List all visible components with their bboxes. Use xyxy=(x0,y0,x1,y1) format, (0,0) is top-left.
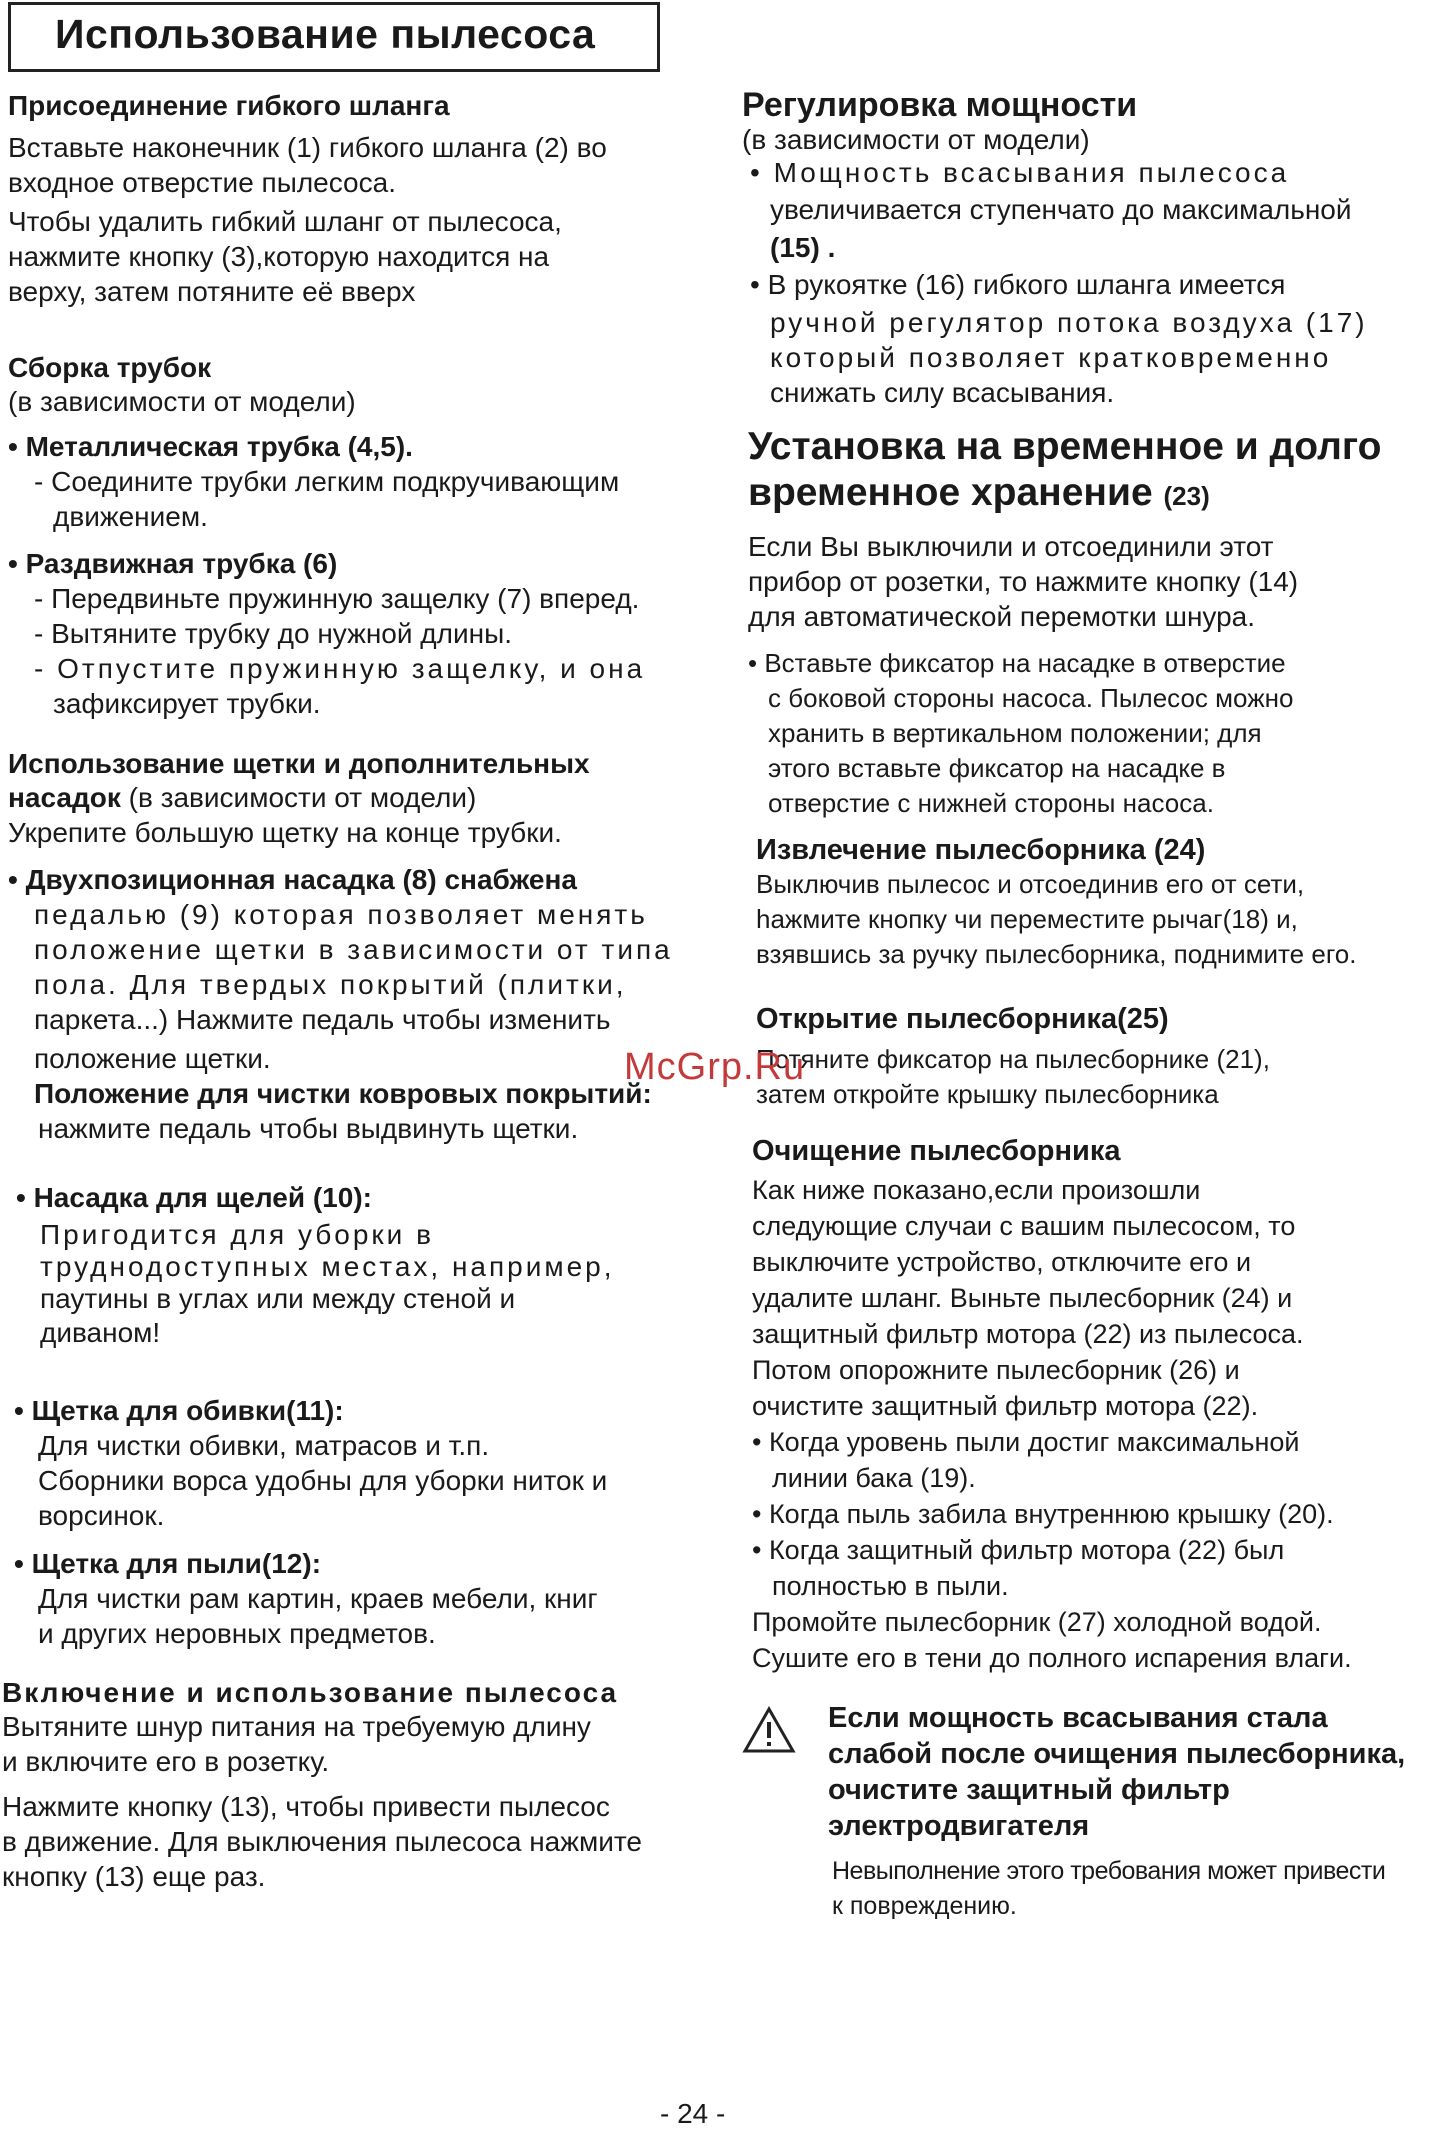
open-bin-heading: Открытие пылесборника(25) xyxy=(756,1003,1169,1035)
storage-line: Если Вы выключили и отсоединили этот xyxy=(748,531,1274,562)
onoff-section xyxy=(2,1677,712,1894)
brush-line: • Двухпозиционная насадка (8) снабжена xyxy=(8,864,577,895)
power-line: • Мощность всасывания пылесоса xyxy=(750,157,1290,188)
remove-bin-line: взявшись за ручку пылесборника, поднимите его. xyxy=(756,939,1357,969)
clean-bin-line: очистите защитный фильтр мотора (22). xyxy=(752,1391,1259,1421)
hose-line: Вставьте наконечник (1) гибкого шланга (2) во xyxy=(8,132,607,163)
upholstery-section xyxy=(14,1393,704,1533)
telescopic-tube-line: - Вытяните трубку до нужной длины. xyxy=(34,618,512,649)
power-line: • В рукоятке (16) гибкого шланга имеется xyxy=(750,269,1286,300)
power-line: который позволяет кратковременно xyxy=(770,342,1332,373)
remove-bin-line: Выключив пылесос и отсоединив его от сети, xyxy=(756,869,1305,899)
warning-bold-line: Если мощность всасывания стала xyxy=(828,1702,1328,1734)
metal-tube-line: движением. xyxy=(53,501,208,532)
power-line: увеличивается ступенчато до максимальной xyxy=(770,194,1352,225)
tubes-section xyxy=(8,352,708,721)
brush-line: пола. Для твердых покрытий (плитки, xyxy=(34,969,627,1000)
brush-heading-bold: насадок xyxy=(8,782,121,813)
warning-line: Невыполнение этого требования может привести xyxy=(832,1857,1386,1885)
storage-heading: Установка на временное и долго xyxy=(748,425,1382,468)
clean-bin-line: выключите устройство, отключите его и xyxy=(752,1247,1252,1277)
warning-bold-line: слабой после очищения пылесборника, xyxy=(828,1738,1406,1770)
clean-bin-line: защитный фильтр мотора (22) из пылесоса. xyxy=(752,1319,1304,1349)
clean-bin-line: следующие случаи с вашим пылесосом, то xyxy=(752,1211,1296,1241)
storage-line: прибор от розетки, то нажмите кнопку (14) xyxy=(748,566,1299,597)
upholstery-line: Для чистки обивки, матрасов и т.п. xyxy=(38,1430,490,1461)
carpet-title: Положение для чистки ковровых покрытий: xyxy=(34,1078,652,1109)
crevice-section xyxy=(16,1180,706,1351)
brush-heading: Использование щетки и дополнительных xyxy=(8,748,590,779)
watermark: McGrp.Ru xyxy=(624,1046,806,1088)
storage-bullet-line: с боковой стороны насоса. Пылесос можно xyxy=(768,683,1294,713)
onoff-line: в движение. Для выключения пылесоса нажмите xyxy=(2,1826,642,1857)
carpet-text: нажмите педаль чтобы выдвинуть щетки. xyxy=(38,1113,579,1144)
storage-section xyxy=(748,424,1432,821)
power-line: ручной регулятор потока воздуха (17) xyxy=(770,307,1368,338)
warning-triangle-icon xyxy=(742,1705,796,1755)
open-bin-line: затем откройте крышку пылесборника xyxy=(756,1079,1219,1109)
storage-heading-2: временное хранение xyxy=(748,471,1153,514)
remove-bin-section xyxy=(756,834,1432,972)
storage-bullet-line: отверстие с нижней стороны насоса. xyxy=(768,788,1214,818)
hose-section xyxy=(8,90,708,309)
page-title: Использование пылесоса xyxy=(8,2,660,72)
clean-bin-section xyxy=(752,1135,1432,1676)
telescopic-tube-line: - Отпустите пружинную защелку, и она xyxy=(34,653,646,684)
hose-line: входное отверстие пылесоса. xyxy=(8,167,396,198)
onoff-line: Вытяните шнур питания на требуемую длину xyxy=(2,1711,591,1742)
brush-line: положение щетки. xyxy=(34,1043,271,1074)
hose-line: верху, затем потяните её вверх xyxy=(8,276,416,307)
onoff-line: Нажмите кнопку (13), чтобы привести пылесос xyxy=(2,1791,610,1822)
crevice-line: паутины в углах или между стеной и xyxy=(40,1283,516,1314)
crevice-title: • Насадка для щелей (10): xyxy=(16,1182,372,1213)
open-bin-section xyxy=(756,1003,1432,1112)
clean-bin-heading: Очищение пылесборника xyxy=(752,1135,1121,1167)
clean-bin-line: • Когда защитный фильтр мотора (22) был xyxy=(752,1535,1285,1565)
warning-line: к повреждению. xyxy=(832,1892,1017,1920)
storage-line: для автоматической перемотки шнура. xyxy=(748,601,1256,632)
power-heading: Регулировка мощности xyxy=(742,86,1138,124)
metal-tube-title: • Металлическая трубка (4,5). xyxy=(8,431,413,462)
dust-brush-title: • Щетка для пыли(12): xyxy=(14,1548,322,1579)
hose-line: нажмите кнопку (3),которую находится на xyxy=(8,241,550,272)
remove-bin-line: hажмите кнопку чи переместите рычаг(18) и, xyxy=(756,904,1298,934)
open-bin-line: Потяните фиксатор на пылесборнике (21), xyxy=(756,1044,1270,1074)
warning-bold-line: очистите защитный фильтр xyxy=(828,1774,1230,1806)
clean-bin-line: удалите шланг. Выньте пылесборник (24) и xyxy=(752,1283,1293,1313)
dust-brush-section xyxy=(14,1546,704,1651)
hose-line: Чтобы удалить гибкий шланг от пылесоса, xyxy=(8,206,562,237)
hose-heading: Присоединение гибкого шланга xyxy=(8,90,450,121)
warning-bold-line: электродвигателя xyxy=(828,1810,1090,1842)
clean-bin-line: Сушите его в тени до полного испарения влаги. xyxy=(752,1643,1352,1673)
power-section xyxy=(742,86,1432,410)
clean-bin-line: • Когда пыль забила внутреннюю крышку (20). xyxy=(752,1499,1334,1529)
clean-bin-line: Как ниже показано,если произошли xyxy=(752,1175,1201,1205)
brush-heading-rest: (в зависимости от модели) xyxy=(120,782,477,813)
page-number: - 24 - xyxy=(660,2098,726,2129)
onoff-heading: Включение и использование пылесоса xyxy=(2,1677,619,1708)
crevice-line: Пригодится для уборки в xyxy=(40,1219,434,1250)
crevice-line: диваном! xyxy=(40,1317,161,1348)
onoff-line: кнопку (13) еще раз. xyxy=(2,1861,266,1892)
upholstery-line: ворсинок. xyxy=(38,1500,165,1531)
metal-tube-line: - Соедините трубки легким подкручивающим xyxy=(34,466,620,497)
storage-ref: (23) xyxy=(1163,481,1210,511)
warning-section xyxy=(828,1700,1432,1924)
telescopic-tube-title: • Раздвижная трубка (6) xyxy=(8,548,338,579)
storage-bullet-line: хранить в вертикальном положении; для xyxy=(768,718,1262,748)
tubes-sub: (в зависимости от модели) xyxy=(8,386,356,417)
brush-line: положение щетки в зависимости от типа xyxy=(34,934,673,965)
power-sub: (в зависимости от модели) xyxy=(742,124,1090,155)
brush-section xyxy=(8,748,708,1146)
brush-intro: Укрепите большую щетку на конце трубки. xyxy=(8,817,562,848)
clean-bin-line: линии бака (19). xyxy=(772,1463,976,1493)
storage-bullet-line: этого вставьте фиксатор на насадке в xyxy=(768,753,1226,783)
crevice-line: труднодоступных местах, например, xyxy=(40,1251,615,1282)
remove-bin-heading: Извлечение пылесборника (24) xyxy=(756,834,1206,866)
brush-line: педалью (9) которая позволяет менять xyxy=(34,899,648,930)
upholstery-line: Сборники ворса удобны для уборки ниток и xyxy=(38,1465,608,1496)
power-line: (15) . xyxy=(770,232,836,263)
power-line: снижать силу всасывания. xyxy=(770,377,1115,408)
dust-brush-line: Для чистки рам картин, краев мебели, книг xyxy=(38,1583,598,1614)
clean-bin-line: полностью в пыли. xyxy=(772,1571,1009,1601)
dust-brush-line: и других неровных предметов. xyxy=(38,1618,436,1649)
telescopic-tube-line: - Передвиньте пружинную защелку (7) вперед. xyxy=(34,583,640,614)
storage-bullet-line: • Вставьте фиксатор на насадке в отверстие xyxy=(748,648,1286,678)
clean-bin-line: Промойте пылесборник (27) холодной водой. xyxy=(752,1607,1322,1637)
telescopic-tube-line: зафиксирует трубки. xyxy=(53,688,321,719)
brush-line: паркета...) Нажмите педаль чтобы изменить xyxy=(34,1004,611,1035)
clean-bin-line: • Когда уровень пыли достиг максимальной xyxy=(752,1427,1300,1457)
clean-bin-line: Потом опорожните пылесборник (26) и xyxy=(752,1355,1240,1385)
tubes-heading: Сборка трубок xyxy=(8,352,212,383)
upholstery-title: • Щетка для обивки(11): xyxy=(14,1395,344,1426)
onoff-line: и включите его в розетку. xyxy=(2,1746,330,1777)
